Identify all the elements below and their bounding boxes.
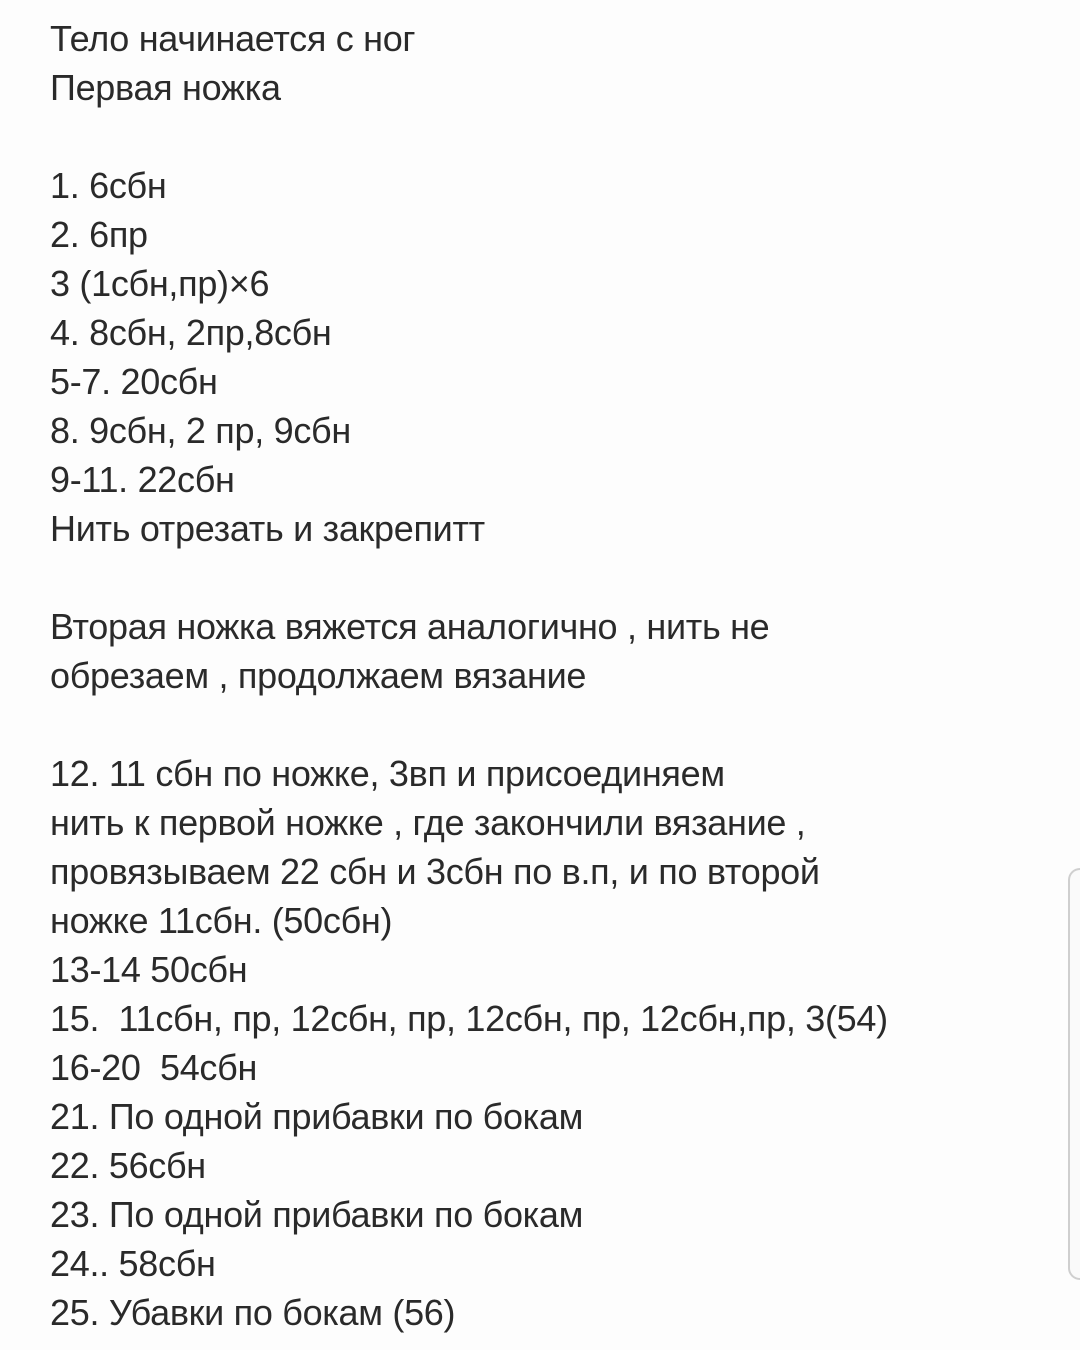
instruction-line: Вторая ножка вяжется аналогично , нить не: [50, 606, 770, 647]
blank-line: [50, 700, 1050, 749]
row-line: 12. 11 сбн по ножке, 3вп и присоединяем: [50, 753, 725, 794]
row-line: 9-11. 22сбн: [50, 459, 235, 500]
row-line: ножке 11сбн. (50сбн): [50, 900, 393, 941]
row-line: 2. 6пр: [50, 214, 148, 255]
note-title: Тело начинается с ног: [50, 18, 416, 59]
side-scroll-handle[interactable]: [1068, 868, 1080, 1280]
blank-line: [50, 112, 1050, 161]
row-line: 16-20 54сбн: [50, 1047, 258, 1088]
row-line: 4. 8сбн, 2пр,8сбн: [50, 312, 332, 353]
blank-line: [50, 553, 1050, 602]
row-line: 24.. 58сбн: [50, 1243, 216, 1284]
row-line: 22. 56сбн: [50, 1145, 206, 1186]
row-line: 15. 11сбн, пр, 12сбн, пр, 12сбн, пр, 12сбн,пр, 3(54): [50, 998, 888, 1039]
instruction-line: Нить отрезать и закрепитт: [50, 508, 485, 549]
row-line: 1. 6сбн: [50, 165, 167, 206]
row-line: 23. По одной прибавки по бокам: [50, 1194, 584, 1235]
row-line: провязываем 22 сбн и 3сбн по в.п, и по второй: [50, 851, 820, 892]
row-line: 8. 9сбн, 2 пр, 9сбн: [50, 410, 351, 451]
row-line: 13-14 50сбн: [50, 949, 248, 990]
row-line: 21. По одной прибавки по бокам: [50, 1096, 584, 1137]
note-subtitle: Первая ножка: [50, 67, 281, 108]
row-line: 3 (1сбн,пр)×6: [50, 263, 270, 304]
instruction-line: обрезаем , продолжаем вязание: [50, 655, 587, 696]
row-line: 5-7. 20сбн: [50, 361, 218, 402]
pattern-note: [50, 14, 1050, 1337]
row-line: 25. Убавки по бокам (56): [50, 1292, 456, 1333]
row-line: нить к первой ножке , где закончили вязание ,: [50, 802, 806, 843]
